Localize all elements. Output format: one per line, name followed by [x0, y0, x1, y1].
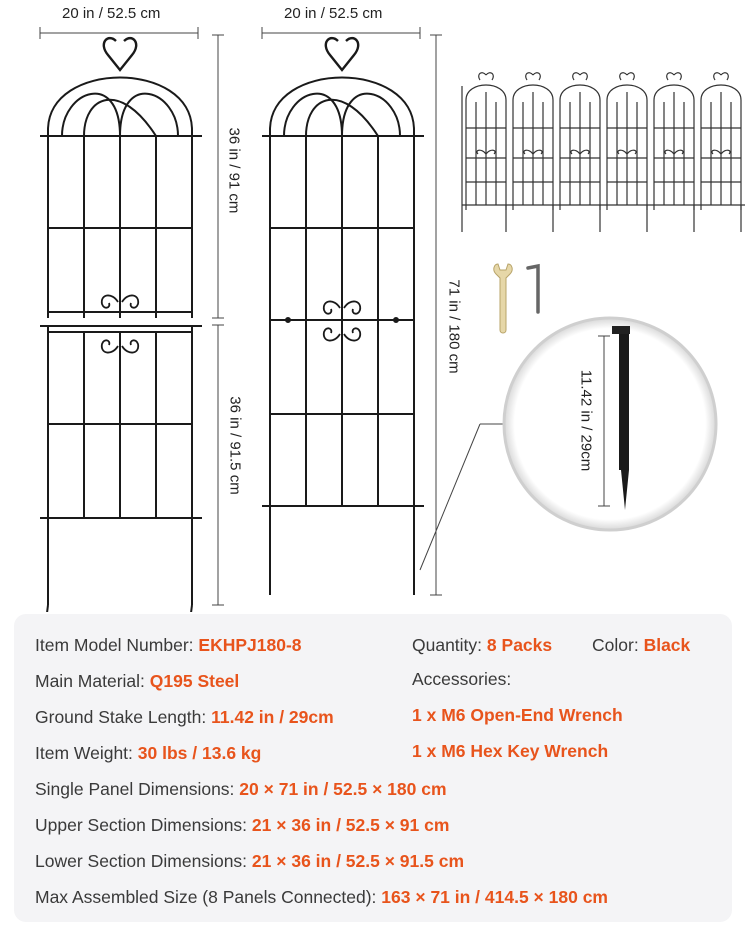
- width-left-label: 20 in / 52.5 cm: [62, 5, 161, 22]
- total-height-label: 71 in / 180 cm: [445, 279, 463, 374]
- spec-card: [14, 614, 732, 922]
- spec-material: Main Material: Q195 Steel: [35, 671, 240, 691]
- stake-length-label: 11.42 in / 29cm: [577, 369, 595, 472]
- spec-model-value: EKHPJ180-8: [198, 635, 302, 655]
- spec-model: Item Model Number: EKHPJ180-8: [35, 635, 302, 655]
- spec-weight: Item Weight: 30 lbs / 13.6 kg: [35, 743, 262, 763]
- spec-accessories: Accessories:: [412, 669, 512, 689]
- spec-upper-section-value: 21 × 36 in / 52.5 × 91 cm: [251, 815, 450, 835]
- spec-lower-section-value: 21 × 36 in / 52.5 × 91.5 cm: [251, 851, 465, 871]
- spec-color-value: Black: [643, 635, 691, 655]
- hex-key-wrench-icon: [528, 266, 538, 312]
- spec-max-assembled: Max Assembled Size (8 Panels Connected): 163 × 71 in / 414.5 × 180 cm: [35, 887, 608, 907]
- left-panel: [40, 38, 202, 612]
- spec-upper-section: Upper Section Dimensions: 21 × 36 in / 52.5 × 91 cm: [35, 815, 450, 835]
- spec-accessory-1: 1 x M6 Open-End Wrench: [412, 705, 623, 725]
- spec-quantity: Quantity: 8 Packs: [412, 635, 553, 655]
- spec-max-assembled-value: 163 × 71 in / 414.5 × 180 cm: [381, 887, 608, 907]
- open-end-wrench-icon: [494, 264, 512, 333]
- spec-material-value: Q195 Steel: [149, 671, 240, 691]
- spec-single-panel-value: 20 × 71 in / 52.5 × 180 cm: [239, 779, 447, 799]
- spec-single-panel: Single Panel Dimensions: 20 × 71 in / 52.5 × 180 cm: [35, 779, 447, 799]
- upper-height-label: 36 in / 91 cm: [225, 127, 243, 214]
- lower-height-label: 36 in / 91.5 cm: [226, 396, 244, 495]
- spec-color: Color: Black: [592, 635, 691, 655]
- spec-accessory-2: 1 x M6 Hex Key Wrench: [412, 741, 609, 761]
- spec-quantity-value: 8 Packs: [486, 635, 553, 655]
- width-right-label: 20 in / 52.5 cm: [284, 5, 383, 22]
- spec-stake: Ground Stake Length: 11.42 in / 29cm: [35, 707, 334, 727]
- right-panel: [262, 38, 424, 595]
- spec-weight-value: 30 lbs / 13.6 kg: [137, 743, 262, 763]
- spec-lower-section: Lower Section Dimensions: 21 × 36 in / 52.5 × 91.5 cm: [35, 851, 465, 871]
- spec-stake-value: 11.42 in / 29cm: [211, 707, 334, 727]
- stake-callout: [420, 318, 716, 570]
- panel-row-thumbnail: [462, 73, 745, 232]
